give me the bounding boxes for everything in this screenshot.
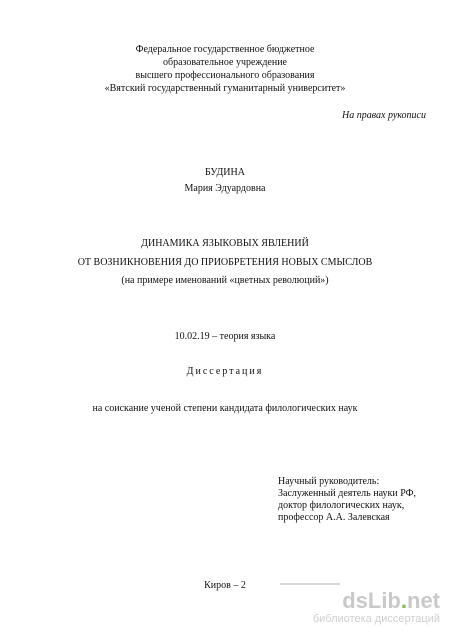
supervisor-line-1: Научный руководитель: — [278, 476, 380, 487]
institution-line-4: «Вятский государственный гуманитарный университет» — [104, 83, 346, 94]
watermark-subtitle: библиотека диссертаций — [312, 613, 440, 625]
title-line-2: ОТ ВОЗНИКНОВЕНИЯ ДО ПРИОБРЕТЕНИЯ НОВЫХ СМЫСЛОВ — [77, 257, 373, 268]
watermark-logo-dot: . — [400, 588, 407, 613]
author-name: Мария Эдуардовна — [184, 183, 266, 194]
supervisor-line-2: Заслуженный деятель науки РФ, — [278, 488, 417, 499]
title-line-3: (на примере именований «цветных революций») — [121, 275, 329, 286]
supervisor-block — [278, 476, 416, 524]
supervisor-line-3: доктор филологических наук, — [278, 500, 405, 511]
title-line-1: ДИНАМИКА ЯЗЫКОВЫХ ЯВЛЕНИЙ — [141, 238, 309, 249]
specialty: 10.02.19 – теория языка — [174, 331, 276, 342]
document-type: Диссертация — [186, 366, 264, 377]
city-year: Киров – 2 — [204, 580, 246, 591]
watermark — [313, 590, 440, 625]
degree-line: на соискание ученой степени кандидата филологических наук — [92, 403, 358, 414]
supervisor-line-4: профессор А.А. Залевская — [278, 512, 390, 523]
watermark-logo-tld: net — [407, 588, 440, 613]
institution-line-2: образовательное учреждение — [162, 57, 287, 68]
watermark-logo-main: dsLib — [342, 588, 401, 613]
institution-line-3: высшего профессионального образования — [135, 70, 315, 81]
watermark-overlay-mark — [280, 583, 340, 585]
manuscript-note: На правах рукописи — [342, 110, 426, 121]
author-surname: БУДИНА — [205, 167, 245, 178]
watermark-logo — [313, 590, 440, 612]
institution-line-1: Федеральное государственное бюджетное — [135, 44, 315, 55]
